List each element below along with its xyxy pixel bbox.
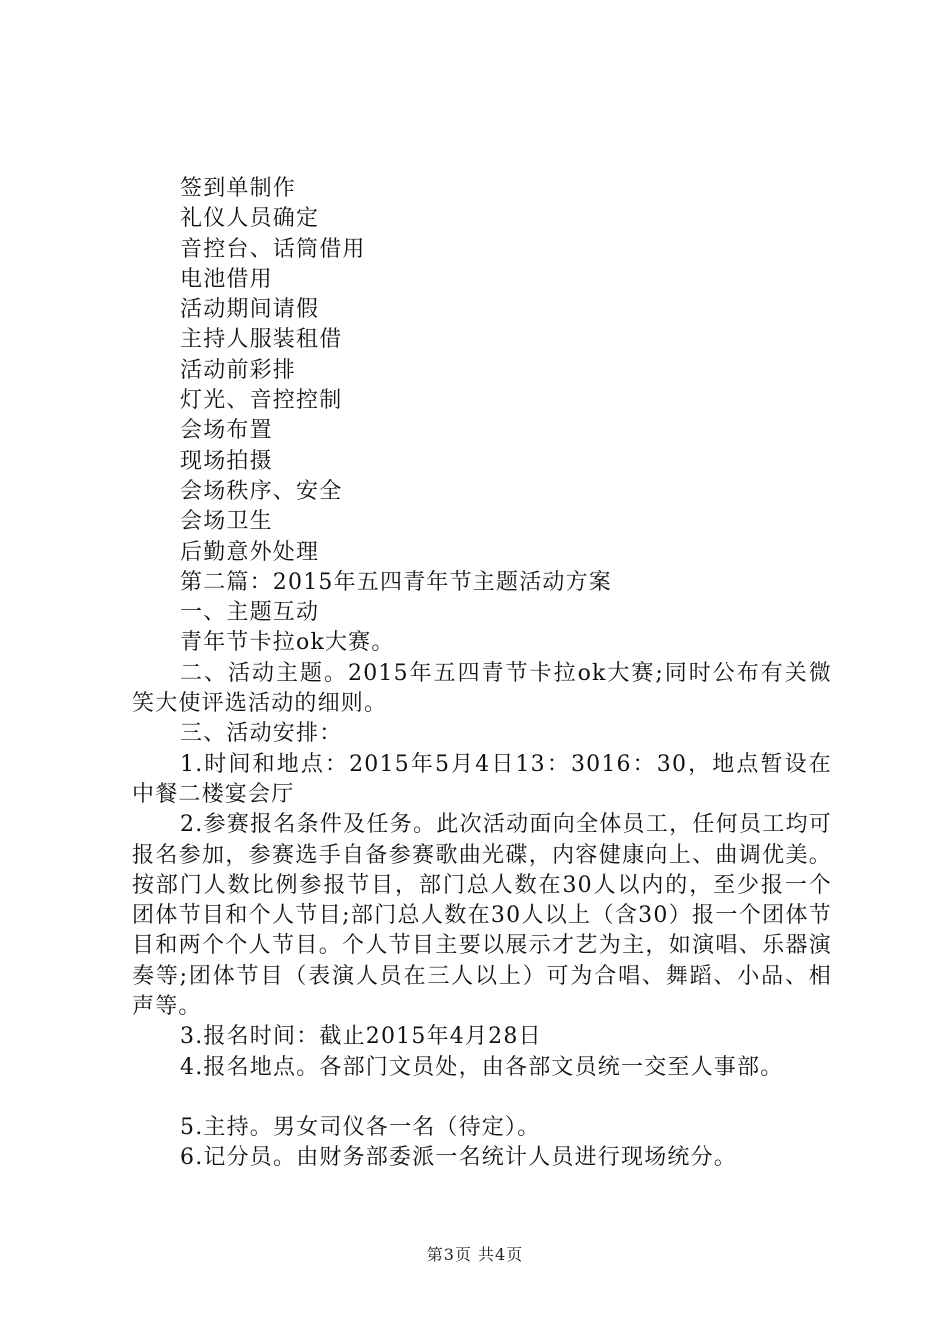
list-item: 电池借用 — [180, 266, 273, 292]
section-text: 青年节卡拉ok大赛。 — [180, 630, 395, 656]
list-item: 会场卫生 — [180, 509, 273, 535]
list-item: 后勤意外处理 — [180, 539, 320, 565]
arrangement-item: 1.时间和地点：2015年5月4日13：3016：30，地点暂设在中餐二楼宴会厅 — [132, 751, 832, 807]
list-item: 音控台、话筒借用 — [180, 236, 366, 262]
list-item: 会场布置 — [180, 418, 273, 444]
section-heading: 三、活动安排： — [180, 721, 343, 747]
list-item: 会场秩序、安全 — [180, 478, 343, 504]
list-item: 灯光、音控控制 — [180, 388, 343, 414]
chapter-title: 第二篇：2015年五四青年节主题活动方案 — [180, 569, 612, 595]
document-body — [132, 174, 832, 1174]
arrangement-item: 5.主持。男女司仪各一名（待定）。 — [180, 1114, 541, 1140]
list-item: 签到单制作 — [180, 176, 297, 201]
arrangement-item: 3.报名时间：截止2015年4月28日 — [180, 1024, 542, 1050]
blank-line — [132, 1083, 832, 1113]
page-footer: 第3页 共4页 — [426, 1245, 524, 1264]
list-item: 活动前彩排 — [180, 357, 297, 383]
arrangement-item: 2.参赛报名条件及任务。此次活动面向全体员工，任何员工均可报名参加，参赛选手自备参赛歌曲光碟，内容健康向上、曲调优美。按部门人数比例参报节目，部门总人数在30人以内的，至少报一个团体节目和个人节目;部门总人数在30人以上（含30）报一个团体节目和两个个人节目。个人节目主要以展示才艺为主，如演唱、乐器演奏等;团体节目（表演人员在三人以上）可为合唱、舞蹈、小品、相声等。 — [132, 812, 832, 1020]
arrangement-item: 4.报名地点。各部门文员处，由各部文员统一交至人事部。 — [180, 1054, 784, 1080]
list-item: 活动期间请假 — [180, 297, 320, 323]
list-item: 现场拍摄 — [180, 448, 273, 474]
section-paragraph: 二、活动主题。2015年五四青节卡拉ok大赛;同时公布有关微笑大使评选活动的细则。 — [132, 660, 832, 717]
list-item: 礼仪人员确定 — [180, 206, 320, 232]
arrangement-item: 6.记分员。由财务部委派一名统计人员进行现场统分。 — [180, 1145, 737, 1171]
section-heading: 一、主题互动 — [180, 600, 320, 626]
list-item: 主持人服装租借 — [180, 327, 343, 353]
